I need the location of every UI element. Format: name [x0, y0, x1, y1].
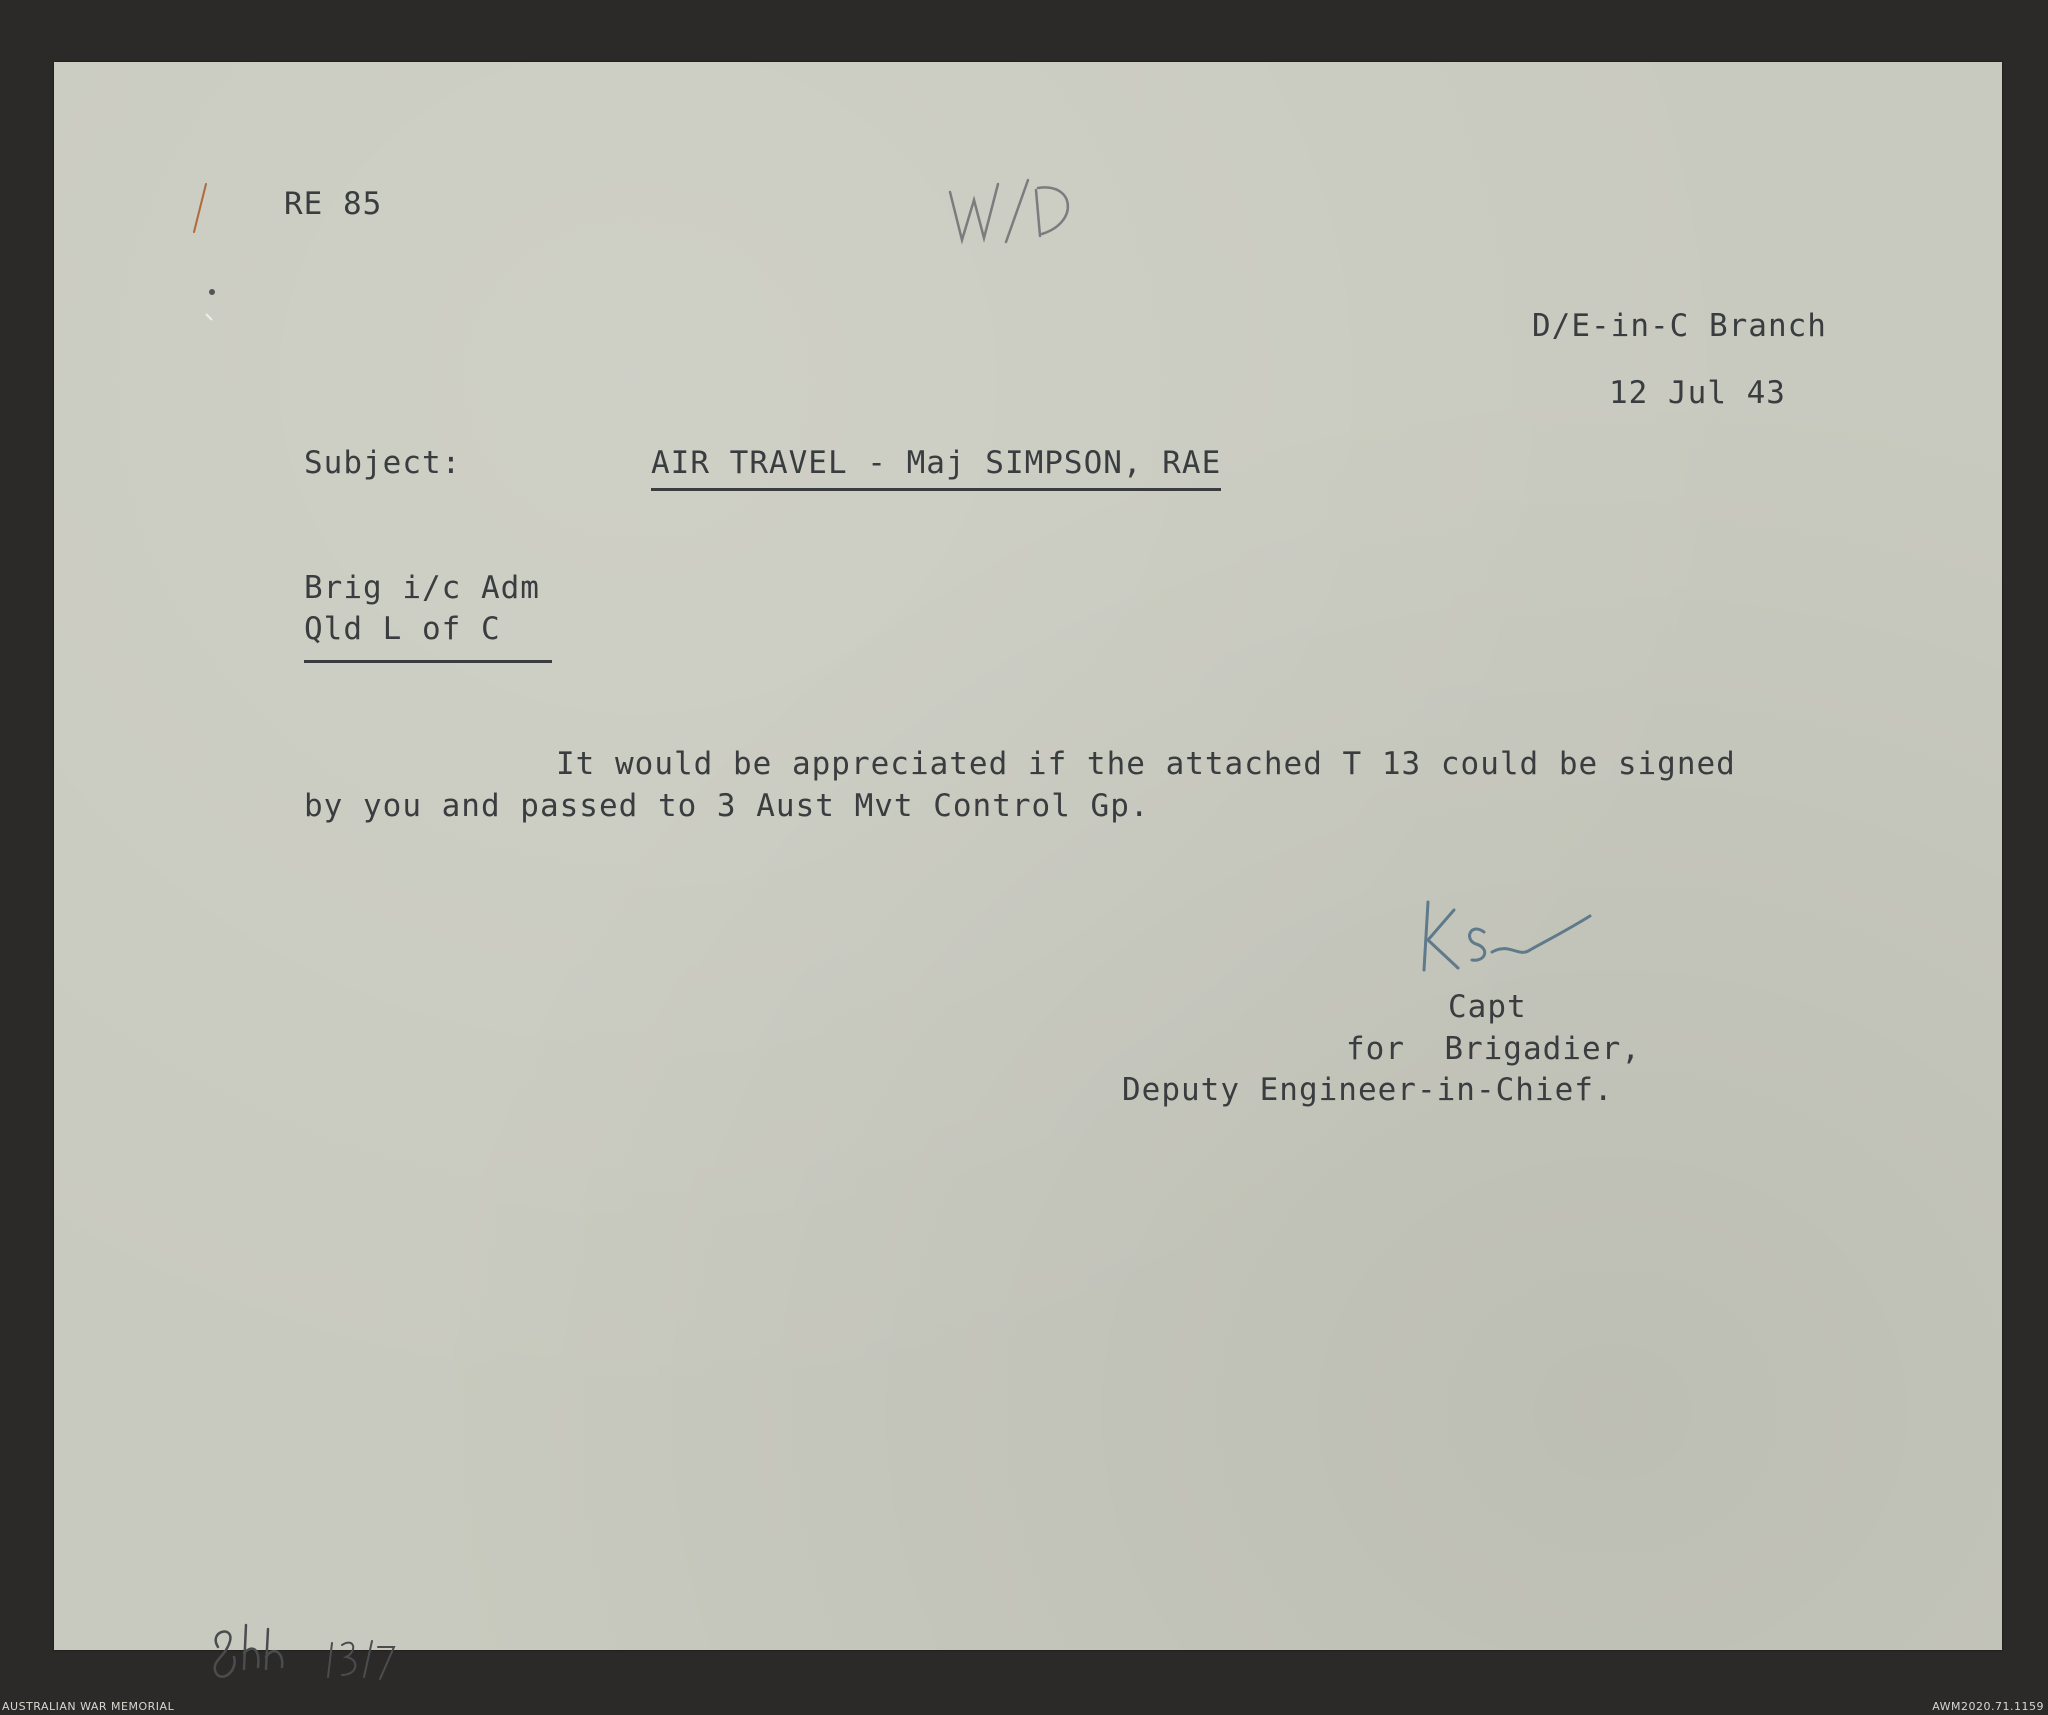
handwritten-annotation-wd — [944, 170, 1094, 260]
pencil-mark — [184, 174, 224, 334]
signatory-for: for Brigadier, — [1346, 1031, 1641, 1067]
signatory-appointment: Deputy Engineer-in-Chief. — [1122, 1072, 1614, 1108]
document-date: 12 Jul 43 — [1609, 375, 1786, 411]
addressee-line-2: Qld L of C — [304, 608, 552, 663]
document-sheet — [54, 62, 2002, 1650]
archive-credit: AUSTRALIAN WAR MEMORIAL — [2, 1700, 175, 1713]
archive-accession-number: AWM2020.71.1159 — [1932, 1700, 2044, 1713]
body-line-2: by you and passed to 3 Aust Mvt Control Gp. — [304, 788, 1150, 824]
reference-number: RE 85 — [284, 186, 383, 222]
addressee-line-1: Brig i/c Adm — [304, 570, 540, 606]
branch-name: D/E-in-C Branch — [1532, 308, 1827, 344]
handwritten-signature — [1414, 882, 1624, 992]
subject-line: AIR TRAVEL - Maj SIMPSON, RAE — [651, 442, 1221, 491]
body-line-1: It would be appreciated if the attached T 13 could be signed — [556, 746, 1736, 782]
handwritten-initials — [204, 1617, 404, 1687]
subject-label: Subject: — [304, 445, 462, 481]
signatory-rank: Capt — [1448, 989, 1527, 1025]
